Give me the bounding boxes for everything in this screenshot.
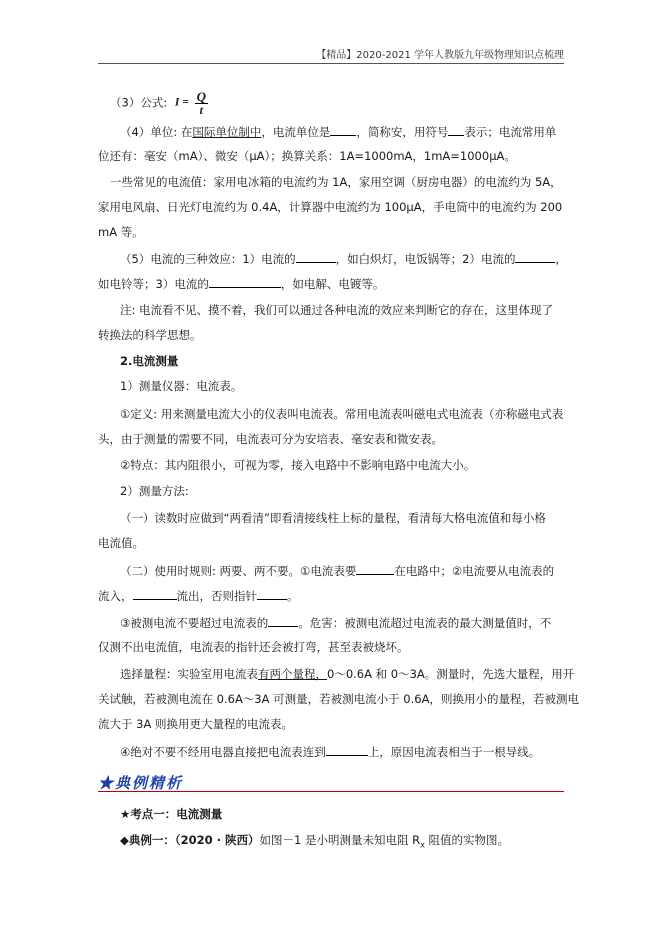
section-banner	[98, 772, 183, 793]
never-text-b: 上，原因电流表相当于一根导线。	[367, 745, 541, 759]
note-line-2: 转换法的科学思想。	[98, 328, 202, 342]
choose-text-b: 有两个量程，	[258, 667, 327, 681]
unit-line-2: 位还有：毫安（mA）、微安（μA）；换算关系：1A=1000mA，1mA=1000μA。	[98, 149, 516, 163]
common-line-3: mA 等。	[98, 225, 144, 239]
unit-text-e: 表示；电流常用单	[464, 125, 557, 139]
instrument-title: 1）测量仪器：电流表。	[120, 379, 243, 393]
formula-lhs: I =	[174, 96, 189, 109]
range-text-b: 。危害：被测电流超过电流表的最大测量值时，不	[298, 616, 552, 630]
banner-text: 典例精析	[115, 776, 184, 792]
common-line-2: 家用电风扇、日光灯电流约为 0.4A，计算器中电流约为 100μA，手电筒中的电流约为 200	[98, 200, 563, 214]
never-line	[120, 743, 540, 760]
formula-denominator: t	[199, 103, 203, 117]
range-line-2: 仅测不出电流值，电流表的指针还会被打弯，甚至表被烧坏。	[98, 640, 409, 654]
unit-si-text: 国际单位制中	[192, 125, 262, 139]
blank-magnetic-effect	[515, 250, 555, 263]
example-line	[120, 832, 509, 853]
choose-text-a: 选择量程：实验室用电流表	[120, 667, 258, 681]
unit-text-c: ，电流单位是	[261, 125, 331, 139]
effects-text-b: ，如白炽灯，电饭锅等；2）电流的	[335, 252, 516, 266]
choose-text-c: 0～0.6A 和 0～3A。测量时，先选大量程，用开	[327, 667, 575, 681]
range-text-a: ③被测电流不要超过电流表的	[120, 616, 269, 630]
range-line-1	[120, 614, 551, 631]
choose-line-1	[120, 666, 574, 682]
reading-line-1: （一）读数时应做到“两看清”即看清接线柱上标的量程，看清每大格电流值和每小格	[120, 511, 546, 525]
formula-fraction	[195, 90, 208, 116]
effects-text-a: （5）电流的三种效应：1）电流的	[120, 252, 296, 266]
usage-line-2	[98, 587, 299, 604]
choose-line-2: 关试触，若被测电流在 0.6A～3A 可测量，若被测电流小于 0.6A，则换用小的量程，若被测电	[98, 692, 579, 706]
blank-heat-effect	[296, 250, 336, 263]
usage-text-c: 流入，	[98, 589, 133, 603]
never-text-a: ④绝对不要不经用电器直接把电流表连到	[120, 745, 326, 759]
example-label: ◆典例一：（2020 · 陕西）	[120, 833, 260, 847]
effects-text-e: ，如电解、电镀等。	[280, 277, 385, 291]
formula-numerator: Q	[196, 89, 207, 104]
reading-line-2: 电流值。	[98, 536, 144, 550]
formula-line	[110, 89, 208, 117]
blank-series	[356, 562, 394, 575]
header-divider	[98, 63, 564, 64]
unit-text-a: （4）单位: 在	[120, 125, 193, 139]
usage-text-b: 在电路中；②电流要从电流表的	[394, 564, 555, 578]
section-2-title: 2.电流测量	[120, 354, 179, 368]
page-header: 【精品】2020-2021 学年人教版九年级物理知识点梳理	[316, 50, 564, 61]
effects-text-c: ，	[555, 252, 567, 266]
blank-pointer	[257, 587, 287, 600]
example-text-a: 如图－1 是小明测量未知电阻 R	[259, 833, 421, 847]
blank-negative-terminal	[133, 587, 177, 600]
effects-line-1	[120, 250, 567, 267]
banner-underline	[98, 791, 564, 792]
common-line-1: 一些常见的电流值：家用电冰箱的电流约为 1A，家用空调（厨房电器）的电流约为 5A，	[110, 175, 562, 189]
effects-line-2	[98, 275, 384, 292]
usage-text-a: （二）使用时规则: 两要、两不要。①电流表要	[120, 564, 357, 578]
kaodian-title: ★考点一：电流测量	[120, 807, 223, 821]
definition-line-1: ①定义: 用来测量电流大小的仪表叫电流表。常用电流表叫磁电式电流表（亦称磁电式表	[120, 407, 564, 421]
usage-text-e: 。	[287, 589, 299, 603]
usage-line-1	[120, 562, 554, 579]
current-formula	[175, 90, 208, 116]
blank-chemical-effect	[209, 275, 281, 288]
choose-line-3: 流大于 3A 则换用更大量程的电流表。	[98, 717, 293, 731]
banner-star-icon: ★	[98, 776, 116, 792]
usage-text-d: 流出，否则指针	[176, 589, 257, 603]
method-title: 2）测量方法:	[120, 484, 189, 498]
blank-power-poles	[326, 743, 368, 756]
feature-line: ②特点：其内阻很小，可视为零，接入电路中不影响电路中电流大小。	[120, 458, 476, 472]
definition-line-2: 头，由于测量的需要不同，电流表可分为安培表、毫安表和微安表。	[98, 432, 443, 446]
note-line-1: 注: 电流看不见、摸不着，我们可以通过各种电流的效应来判断它的存在，这里体现了	[120, 303, 554, 317]
unit-line-1	[120, 123, 556, 140]
unit-text-d: ，简称安，用符号	[356, 125, 449, 139]
blank-symbol	[448, 123, 464, 136]
example-text-b: 阻值的实物图。	[424, 833, 509, 847]
blank-range	[268, 614, 298, 627]
example-subscript: x	[420, 840, 425, 850]
formula-label: （3）公式:	[110, 95, 168, 110]
blank-unit	[330, 123, 356, 136]
effects-text-d: 如电铃等；3）电流的	[98, 277, 209, 291]
